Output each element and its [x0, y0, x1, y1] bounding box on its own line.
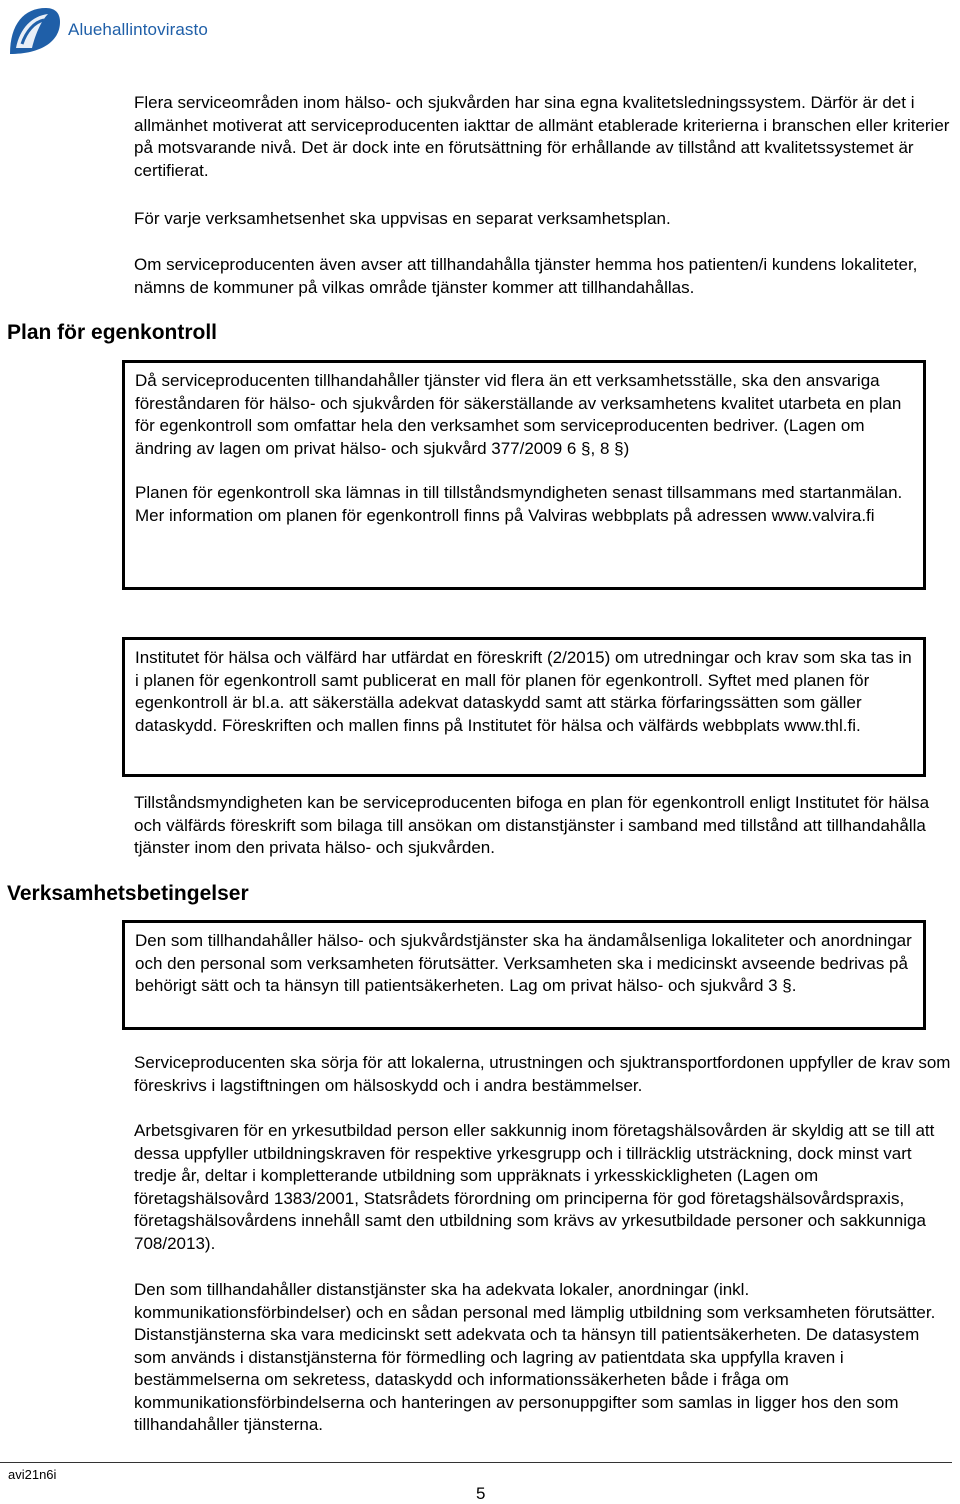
plan-box-paragraph-1: Då serviceproducenten tillhandahåller tjänster vid flera än ett verksamhetsställe, ska den ansvariga föreståndaren för hälso- och sjukvården för säkerställande av verksamhetens kvalitet utarbeta en plan för egenkontroll som omfattar hela den verksamhet som serviceproducenten bedriver. (Lagen om ändring av lagen om privat hälso- och sjukvård 377/2009 6 §, 8 §) — [135, 371, 902, 458]
agency-logo — [6, 4, 208, 56]
heading-verksamhetsbetingelser: Verksamhetsbetingelser — [7, 882, 249, 905]
footer-divider — [0, 1462, 952, 1463]
intro-paragraph-2: För varje verksamhetsenhet ska uppvisas en separat verksamhetsplan. — [134, 209, 671, 228]
conditions-box-paragraph: Den som tillhandahåller hälso- och sjukvårdstjänster ska ha ändamålsenliga lokaliteter och anordningar och den personal som verksamheten förutsätter. Verksamheten ska i medicinskt avseende bedrivas på behörigt sätt och ta hänsyn till patientsäkerheten. Lag om privat hälso- och sjukvård 3 §. — [135, 931, 912, 995]
avi-logo-icon — [6, 4, 62, 56]
page-number: 5 — [476, 1484, 486, 1503]
document-id: avi21n6i — [8, 1467, 57, 1482]
heading-plan-for-egenkontroll: Plan för egenkontroll — [7, 321, 218, 344]
plan-info-box — [122, 360, 926, 590]
intro-paragraph-3: Om serviceproducenten även avser att tillhandahålla tjänster hemma hos patienten/i kundens lokaliteter, nämns de kommuner på vilkas område tjänster kommer att tillhandahållas. — [134, 255, 918, 297]
conditions-paragraph-2: Arbetsgivaren för en yrkesutbildad person eller sakkunnig inom företagshälsovården är skyldig att se till att dessa uppfyller utbildningskraven för respektive yrkesgrupp och i tillräcklig utsträckning, dock minst vart tredje år, deltar i kompletterande utbildning som uppräknats i yrkesskickligheten (Lagen om företagshälsovård 1383/2001, Statsrådets förordning om principerna för god företagshälsovårdspraxis, företagshälsovårdens innehåll samt den utbildning som krävs av yrkesutbildade personer och sakkunniga 708/2013). — [134, 1121, 935, 1253]
thl-info-box — [122, 637, 926, 777]
intro-paragraph-1: Flera serviceområden inom hälso- och sjukvården har sina egna kvalitetsledningssystem. Därför är det i allmänhet motiverat att serviceproducenten iakttar de allmänt etablerade kriterierna i branschen eller kriterier på motsvarande nivå. Det är dock inte en förutsättning för erhållande av tillstånd att kvalitetssystemet är certifierat. — [134, 93, 950, 180]
conditions-info-box — [122, 920, 926, 1030]
thl-box-paragraph: Institutet för hälsa och välfärd har utfärdat en föreskrift (2/2015) om utredningar och krav som ska tas in i planen för egenkontroll samt publicerat en mall för planen för egenkontroll. Syftet med planen för egenkontroll är bl.a. att säkerställa adekvat dataskydd samt att stärka förfaringssätten som gäller dataskydd. Föreskriften och mallen finns på Institutet för hälsa och välfärds webbplats www.thl.fi. — [135, 648, 912, 735]
conditions-paragraph-1: Serviceproducenten ska sörja för att lokalerna, utrustningen och sjuktransportfordonen uppfyller de krav som föreskrivs i lagstiftningen om hälsoskydd och i andra bestämmelser. — [134, 1053, 951, 1095]
plan-box-paragraph-2: Planen för egenkontroll ska lämnas in till tillståndsmyndigheten senast tillsammans med startanmälan. Mer information om planen för egenkontroll finns på Valviras webbplats på adressen www.valvira.fi — [135, 483, 903, 525]
org-name: Aluehallintovirasto — [68, 20, 208, 39]
conditions-paragraph-3: Den som tillhandahåller distanstjänster ska ha adekvata lokaler, anordningar (inkl. kommunikationsförbindelser) och en sådan personal med lämplig utbildning som verksamheten förutsätter. Distanstjänsterna ska vara medicinskt sett adekvata och ta hänsyn till patientsäkerheten. De datasystem som används i distanstjänsterna för förmedling och lagring av patientdata ska uppfylla kraven i bestämmelserna om sekretess, dataskydd och informationssäkerheten både i fråga om kommunikationsförbindelserna och hanteringen av personuppgifter som samlas in ligger hos den som tillhandahåller tjänsterna. — [134, 1280, 936, 1434]
plan-paragraph-after-box: Tillståndsmyndigheten kan be serviceproducenten bifoga en plan för egenkontroll enligt Institutet för hälsa och välfärds föreskrift som bilaga till ansökan om distanstjänster i samband med tillstånd att tillhandahålla tjänster inom den privata hälso- och sjukvården. — [134, 793, 930, 857]
